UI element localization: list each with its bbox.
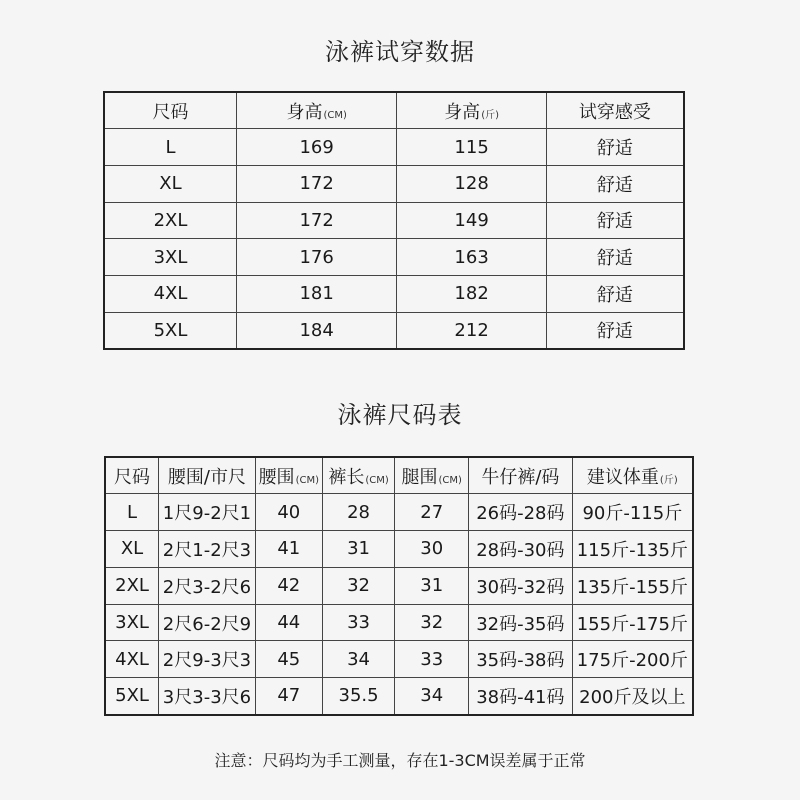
cell-waist-cm: 42	[255, 567, 322, 604]
cell-size: 2XL	[104, 202, 236, 239]
fit-data-title: 泳裤试穿数据	[325, 38, 475, 66]
fit-data-table	[103, 91, 685, 350]
cell-weight: 182	[397, 275, 546, 312]
cell-feeling: 舒适	[546, 275, 684, 312]
cell-size: L	[104, 129, 236, 166]
cell-jeans: 30码-32码	[469, 567, 573, 604]
cell-weight: 200斤及以上	[572, 678, 693, 715]
cell-size: 3XL	[105, 604, 159, 641]
cell-waist-chi: 2尺6-2尺9	[159, 604, 256, 641]
table-row	[104, 239, 684, 276]
cell-length: 35.5	[322, 678, 395, 715]
cell-weight: 163	[397, 239, 546, 276]
header-fit-feeling: 试穿感受	[546, 92, 684, 129]
table-row	[105, 604, 693, 641]
cell-weight: 212	[397, 312, 546, 349]
cell-height: 169	[236, 129, 396, 166]
header-jeans-size: 牛仔裤/码	[469, 457, 573, 494]
cell-waist-chi: 2尺1-2尺3	[159, 531, 256, 568]
cell-weight: 90斤-115斤	[572, 494, 693, 531]
table-row	[104, 202, 684, 239]
cell-waist-chi: 2尺9-3尺3	[159, 641, 256, 678]
header-height-cm: 身高(CM)	[236, 92, 396, 129]
cell-length: 33	[322, 604, 395, 641]
cell-size: XL	[104, 165, 236, 202]
cell-size: 2XL	[105, 567, 159, 604]
cell-length: 32	[322, 567, 395, 604]
cell-height: 181	[236, 275, 396, 312]
cell-size: 4XL	[104, 275, 236, 312]
header-suggested-weight: 建议体重(斤)	[572, 457, 693, 494]
cell-weight: 115斤-135斤	[572, 531, 693, 568]
cell-thigh: 30	[395, 531, 469, 568]
header-size: 尺码	[105, 457, 159, 494]
table-header-row	[104, 92, 684, 129]
cell-waist-cm: 44	[255, 604, 322, 641]
cell-feeling: 舒适	[546, 202, 684, 239]
cell-waist-cm: 40	[255, 494, 322, 531]
cell-weight: 135斤-155斤	[572, 567, 693, 604]
header-weight-jin: 身高(斤)	[397, 92, 546, 129]
header-length-cm: 裤长(CM)	[322, 457, 395, 494]
header-waist-chi: 腰围/市尺	[159, 457, 256, 494]
cell-length: 31	[322, 531, 395, 568]
cell-jeans: 26码-28码	[469, 494, 573, 531]
cell-waist-cm: 45	[255, 641, 322, 678]
table-row	[104, 275, 684, 312]
cell-feeling: 舒适	[546, 129, 684, 166]
cell-jeans: 32码-35码	[469, 604, 573, 641]
cell-jeans: 28码-30码	[469, 531, 573, 568]
cell-size: 5XL	[104, 312, 236, 349]
cell-size: 3XL	[104, 239, 236, 276]
table-row	[104, 312, 684, 349]
cell-waist-cm: 41	[255, 531, 322, 568]
cell-weight: 128	[397, 165, 546, 202]
cell-waist-chi: 3尺3-3尺6	[159, 678, 256, 715]
cell-size: 5XL	[105, 678, 159, 715]
cell-height: 184	[236, 312, 396, 349]
cell-length: 28	[322, 494, 395, 531]
measurement-note: 注意：尺码均为手工测量，存在1-3CM误差属于正常	[214, 751, 586, 770]
cell-waist-chi: 2尺3-2尺6	[159, 567, 256, 604]
size-chart-table	[104, 456, 694, 716]
cell-weight: 155斤-175斤	[572, 604, 693, 641]
table-row	[105, 494, 693, 531]
header-thigh-cm: 腿围(CM)	[395, 457, 469, 494]
table-row	[105, 531, 693, 568]
table-header-row	[105, 457, 693, 494]
cell-thigh: 32	[395, 604, 469, 641]
table-row	[104, 129, 684, 166]
header-size: 尺码	[104, 92, 236, 129]
table-row	[105, 567, 693, 604]
cell-height: 172	[236, 202, 396, 239]
cell-size: 4XL	[105, 641, 159, 678]
cell-thigh: 34	[395, 678, 469, 715]
table-row	[105, 678, 693, 715]
cell-jeans: 38码-41码	[469, 678, 573, 715]
table-row	[105, 641, 693, 678]
cell-feeling: 舒适	[546, 165, 684, 202]
cell-height: 176	[236, 239, 396, 276]
cell-waist-chi: 1尺9-2尺1	[159, 494, 256, 531]
cell-size: XL	[105, 531, 159, 568]
cell-jeans: 35码-38码	[469, 641, 573, 678]
cell-size: L	[105, 494, 159, 531]
cell-height: 172	[236, 165, 396, 202]
cell-weight: 175斤-200斤	[572, 641, 693, 678]
cell-weight: 149	[397, 202, 546, 239]
cell-thigh: 33	[395, 641, 469, 678]
cell-feeling: 舒适	[546, 312, 684, 349]
table-row	[104, 165, 684, 202]
cell-length: 34	[322, 641, 395, 678]
cell-thigh: 27	[395, 494, 469, 531]
header-waist-cm: 腰围(CM)	[255, 457, 322, 494]
cell-weight: 115	[397, 129, 546, 166]
size-chart-title: 泳裤尺码表	[337, 401, 463, 429]
cell-waist-cm: 47	[255, 678, 322, 715]
cell-feeling: 舒适	[546, 239, 684, 276]
cell-thigh: 31	[395, 567, 469, 604]
